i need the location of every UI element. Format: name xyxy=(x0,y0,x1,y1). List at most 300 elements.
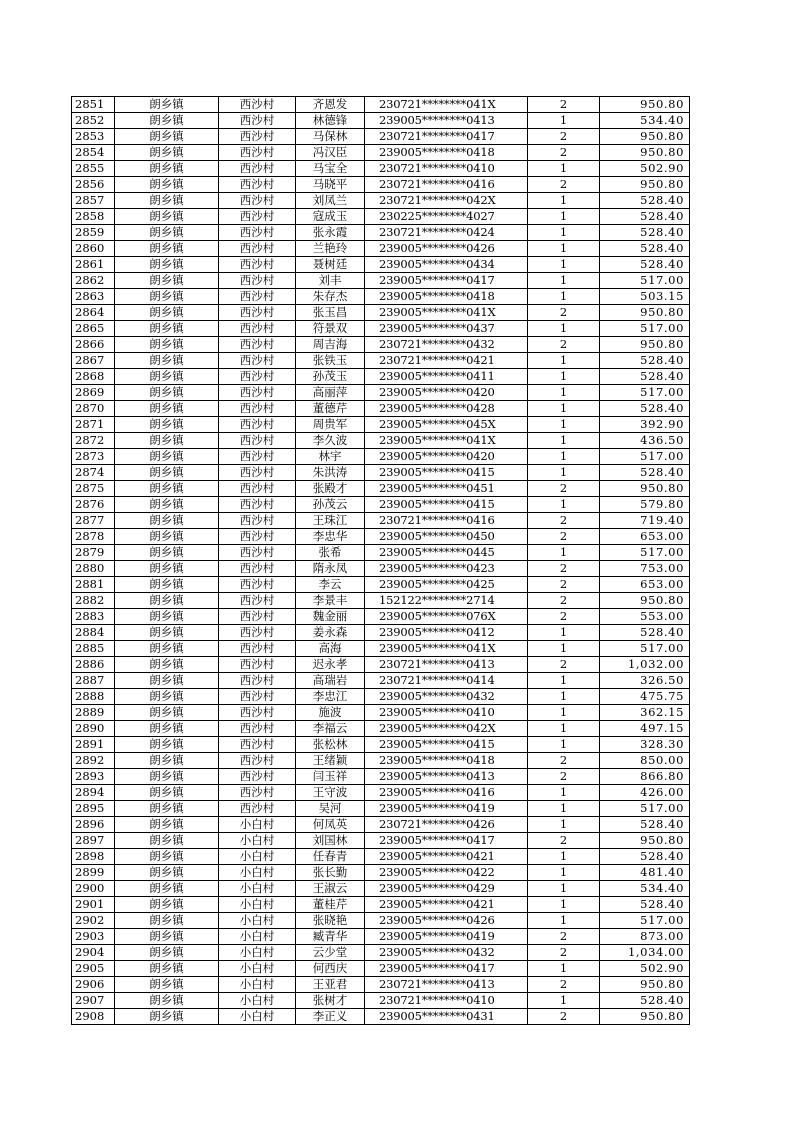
village-cell: 小白村 xyxy=(219,897,296,913)
amount-cell: 528.40 xyxy=(600,625,690,641)
id-number-cell: 239005********0412 xyxy=(365,625,528,641)
town-cell: 朗乡镇 xyxy=(115,497,219,513)
amount-cell: 534.40 xyxy=(600,113,690,129)
village-cell: 西沙村 xyxy=(219,241,296,257)
count-cell: 1 xyxy=(528,401,600,417)
table-row xyxy=(72,561,690,577)
name-cell: 王珠江 xyxy=(296,513,365,529)
amount-cell: 517.00 xyxy=(600,385,690,401)
id-number-cell: 239005********041X xyxy=(365,433,528,449)
count-cell: 1 xyxy=(528,865,600,881)
village-cell: 小白村 xyxy=(219,1009,296,1025)
count-cell: 2 xyxy=(528,753,600,769)
village-cell: 西沙村 xyxy=(219,113,296,129)
amount-cell: 534.40 xyxy=(600,881,690,897)
town-cell: 朗乡镇 xyxy=(115,161,219,177)
table-row xyxy=(72,577,690,593)
row-number-cell: 2881 xyxy=(72,577,115,593)
amount-cell: 1,034.00 xyxy=(600,945,690,961)
id-number-cell: 230721********0410 xyxy=(365,161,528,177)
row-number-cell: 2901 xyxy=(72,897,115,913)
count-cell: 1 xyxy=(528,897,600,913)
count-cell: 1 xyxy=(528,161,600,177)
count-cell: 1 xyxy=(528,113,600,129)
row-number-cell: 2903 xyxy=(72,929,115,945)
table-row xyxy=(72,849,690,865)
town-cell: 朗乡镇 xyxy=(115,977,219,993)
name-cell: 张希 xyxy=(296,545,365,561)
village-cell: 西沙村 xyxy=(219,785,296,801)
village-cell: 西沙村 xyxy=(219,145,296,161)
town-cell: 朗乡镇 xyxy=(115,209,219,225)
count-cell: 1 xyxy=(528,321,600,337)
village-cell: 西沙村 xyxy=(219,545,296,561)
count-cell: 1 xyxy=(528,801,600,817)
amount-cell: 719.40 xyxy=(600,513,690,529)
id-number-cell: 239005********0423 xyxy=(365,561,528,577)
count-cell: 1 xyxy=(528,673,600,689)
amount-cell: 436.50 xyxy=(600,433,690,449)
count-cell: 2 xyxy=(528,97,600,113)
village-cell: 西沙村 xyxy=(219,193,296,209)
name-cell: 周贵军 xyxy=(296,417,365,433)
count-cell: 1 xyxy=(528,641,600,657)
amount-cell: 502.90 xyxy=(600,961,690,977)
town-cell: 朗乡镇 xyxy=(115,833,219,849)
row-number-cell: 2905 xyxy=(72,961,115,977)
village-cell: 小白村 xyxy=(219,817,296,833)
table-row xyxy=(72,529,690,545)
id-number-cell: 230721********041X xyxy=(365,97,528,113)
table-row xyxy=(72,177,690,193)
amount-cell: 528.40 xyxy=(600,993,690,1009)
row-number-cell: 2894 xyxy=(72,785,115,801)
count-cell: 1 xyxy=(528,817,600,833)
name-cell: 张松林 xyxy=(296,737,365,753)
town-cell: 朗乡镇 xyxy=(115,945,219,961)
village-cell: 西沙村 xyxy=(219,401,296,417)
table-row xyxy=(72,433,690,449)
amount-cell: 528.40 xyxy=(600,193,690,209)
village-cell: 西沙村 xyxy=(219,257,296,273)
town-cell: 朗乡镇 xyxy=(115,657,219,673)
name-cell: 聂树廷 xyxy=(296,257,365,273)
row-number-cell: 2906 xyxy=(72,977,115,993)
amount-cell: 950.80 xyxy=(600,305,690,321)
amount-cell: 528.40 xyxy=(600,369,690,385)
id-number-cell: 239005********0420 xyxy=(365,449,528,465)
village-cell: 西沙村 xyxy=(219,625,296,641)
name-cell: 何凤英 xyxy=(296,817,365,833)
id-number-cell: 239005********0445 xyxy=(365,545,528,561)
amount-cell: 517.00 xyxy=(600,449,690,465)
row-number-cell: 2888 xyxy=(72,689,115,705)
id-number-cell: 239005********0422 xyxy=(365,865,528,881)
count-cell: 2 xyxy=(528,337,600,353)
row-number-cell: 2859 xyxy=(72,225,115,241)
name-cell: 马晓平 xyxy=(296,177,365,193)
amount-cell: 326.50 xyxy=(600,673,690,689)
row-number-cell: 2861 xyxy=(72,257,115,273)
name-cell: 张永霞 xyxy=(296,225,365,241)
table-row xyxy=(72,305,690,321)
id-number-cell: 239005********0417 xyxy=(365,833,528,849)
table-row xyxy=(72,609,690,625)
id-number-cell: 230721********0432 xyxy=(365,337,528,353)
table-row xyxy=(72,353,690,369)
count-cell: 2 xyxy=(528,833,600,849)
row-number-cell: 2878 xyxy=(72,529,115,545)
row-number-cell: 2876 xyxy=(72,497,115,513)
amount-cell: 528.40 xyxy=(600,209,690,225)
village-cell: 西沙村 xyxy=(219,497,296,513)
town-cell: 朗乡镇 xyxy=(115,705,219,721)
table-row xyxy=(72,881,690,897)
name-cell: 李久波 xyxy=(296,433,365,449)
name-cell: 齐恩发 xyxy=(296,97,365,113)
town-cell: 朗乡镇 xyxy=(115,721,219,737)
table-row xyxy=(72,337,690,353)
row-number-cell: 2851 xyxy=(72,97,115,113)
row-number-cell: 2891 xyxy=(72,737,115,753)
village-cell: 西沙村 xyxy=(219,289,296,305)
table-row xyxy=(72,417,690,433)
village-cell: 西沙村 xyxy=(219,721,296,737)
village-cell: 西沙村 xyxy=(219,705,296,721)
town-cell: 朗乡镇 xyxy=(115,593,219,609)
id-number-cell: 239005********0418 xyxy=(365,145,528,161)
town-cell: 朗乡镇 xyxy=(115,145,219,161)
town-cell: 朗乡镇 xyxy=(115,289,219,305)
id-number-cell: 239005********0434 xyxy=(365,257,528,273)
count-cell: 1 xyxy=(528,241,600,257)
table-row xyxy=(72,497,690,513)
id-number-cell: 239005********0418 xyxy=(365,289,528,305)
count-cell: 2 xyxy=(528,129,600,145)
town-cell: 朗乡镇 xyxy=(115,801,219,817)
amount-cell: 950.80 xyxy=(600,97,690,113)
name-cell: 林宇 xyxy=(296,449,365,465)
count-cell: 2 xyxy=(528,529,600,545)
id-number-cell: 239005********0437 xyxy=(365,321,528,337)
count-cell: 1 xyxy=(528,993,600,1009)
town-cell: 朗乡镇 xyxy=(115,401,219,417)
row-number-cell: 2866 xyxy=(72,337,115,353)
town-cell: 朗乡镇 xyxy=(115,337,219,353)
count-cell: 2 xyxy=(528,609,600,625)
name-cell: 姜永森 xyxy=(296,625,365,641)
id-number-cell: 239005********0415 xyxy=(365,465,528,481)
village-cell: 西沙村 xyxy=(219,337,296,353)
id-number-cell: 239005********0417 xyxy=(365,273,528,289)
amount-cell: 517.00 xyxy=(600,321,690,337)
name-cell: 寇成玉 xyxy=(296,209,365,225)
count-cell: 1 xyxy=(528,353,600,369)
name-cell: 董桂芹 xyxy=(296,897,365,913)
count-cell: 2 xyxy=(528,769,600,785)
amount-cell: 528.40 xyxy=(600,849,690,865)
amount-cell: 866.80 xyxy=(600,769,690,785)
id-number-cell: 239005********0421 xyxy=(365,849,528,865)
table-row xyxy=(72,321,690,337)
village-cell: 小白村 xyxy=(219,881,296,897)
table-row xyxy=(72,97,690,113)
town-cell: 朗乡镇 xyxy=(115,897,219,913)
row-number-cell: 2868 xyxy=(72,369,115,385)
name-cell: 张长勤 xyxy=(296,865,365,881)
name-cell: 李云 xyxy=(296,577,365,593)
village-cell: 小白村 xyxy=(219,865,296,881)
id-number-cell: 230721********0413 xyxy=(365,977,528,993)
town-cell: 朗乡镇 xyxy=(115,753,219,769)
name-cell: 朱存杰 xyxy=(296,289,365,305)
row-number-cell: 2869 xyxy=(72,385,115,401)
count-cell: 2 xyxy=(528,945,600,961)
row-number-cell: 2883 xyxy=(72,609,115,625)
town-cell: 朗乡镇 xyxy=(115,369,219,385)
name-cell: 符景双 xyxy=(296,321,365,337)
village-cell: 西沙村 xyxy=(219,273,296,289)
row-number-cell: 2870 xyxy=(72,401,115,417)
name-cell: 张铁玉 xyxy=(296,353,365,369)
row-number-cell: 2867 xyxy=(72,353,115,369)
table-row xyxy=(72,369,690,385)
row-number-cell: 2882 xyxy=(72,593,115,609)
village-cell: 西沙村 xyxy=(219,161,296,177)
village-cell: 西沙村 xyxy=(219,433,296,449)
id-number-cell: 239005********0431 xyxy=(365,1009,528,1025)
table-row xyxy=(72,913,690,929)
count-cell: 1 xyxy=(528,465,600,481)
row-number-cell: 2890 xyxy=(72,721,115,737)
amount-cell: 528.40 xyxy=(600,353,690,369)
village-cell: 西沙村 xyxy=(219,689,296,705)
name-cell: 冯汉臣 xyxy=(296,145,365,161)
table-body xyxy=(72,97,690,1025)
table-row xyxy=(72,161,690,177)
village-cell: 西沙村 xyxy=(219,641,296,657)
name-cell: 高海 xyxy=(296,641,365,657)
name-cell: 孙茂云 xyxy=(296,497,365,513)
town-cell: 朗乡镇 xyxy=(115,961,219,977)
town-cell: 朗乡镇 xyxy=(115,737,219,753)
village-cell: 西沙村 xyxy=(219,801,296,817)
name-cell: 闫玉祥 xyxy=(296,769,365,785)
table-row xyxy=(72,113,690,129)
amount-cell: 481.40 xyxy=(600,865,690,881)
count-cell: 1 xyxy=(528,193,600,209)
village-cell: 西沙村 xyxy=(219,97,296,113)
name-cell: 吴河 xyxy=(296,801,365,817)
id-number-cell: 239005********042X xyxy=(365,721,528,737)
village-cell: 西沙村 xyxy=(219,385,296,401)
town-cell: 朗乡镇 xyxy=(115,321,219,337)
row-number-cell: 2889 xyxy=(72,705,115,721)
town-cell: 朗乡镇 xyxy=(115,577,219,593)
id-number-cell: 230721********0424 xyxy=(365,225,528,241)
town-cell: 朗乡镇 xyxy=(115,177,219,193)
name-cell: 何西庆 xyxy=(296,961,365,977)
row-number-cell: 2879 xyxy=(72,545,115,561)
table-row xyxy=(72,993,690,1009)
name-cell: 董德芹 xyxy=(296,401,365,417)
id-number-cell: 230721********042X xyxy=(365,193,528,209)
amount-cell: 528.40 xyxy=(600,465,690,481)
amount-cell: 553.00 xyxy=(600,609,690,625)
row-number-cell: 2893 xyxy=(72,769,115,785)
name-cell: 王淑云 xyxy=(296,881,365,897)
town-cell: 朗乡镇 xyxy=(115,1009,219,1025)
town-cell: 朗乡镇 xyxy=(115,113,219,129)
count-cell: 2 xyxy=(528,977,600,993)
name-cell: 王亚君 xyxy=(296,977,365,993)
town-cell: 朗乡镇 xyxy=(115,433,219,449)
id-number-cell: 230721********0410 xyxy=(365,993,528,1009)
count-cell: 1 xyxy=(528,289,600,305)
row-number-cell: 2897 xyxy=(72,833,115,849)
town-cell: 朗乡镇 xyxy=(115,417,219,433)
town-cell: 朗乡镇 xyxy=(115,193,219,209)
count-cell: 1 xyxy=(528,209,600,225)
village-cell: 西沙村 xyxy=(219,673,296,689)
town-cell: 朗乡镇 xyxy=(115,385,219,401)
amount-cell: 502.90 xyxy=(600,161,690,177)
name-cell: 高丽萍 xyxy=(296,385,365,401)
id-number-cell: 239005********045X xyxy=(365,417,528,433)
id-number-cell: 239005********076X xyxy=(365,609,528,625)
id-number-cell: 239005********0426 xyxy=(365,241,528,257)
amount-cell: 1,032.00 xyxy=(600,657,690,673)
row-number-cell: 2873 xyxy=(72,449,115,465)
town-cell: 朗乡镇 xyxy=(115,513,219,529)
row-number-cell: 2872 xyxy=(72,433,115,449)
row-number-cell: 2904 xyxy=(72,945,115,961)
count-cell: 2 xyxy=(528,513,600,529)
row-number-cell: 2895 xyxy=(72,801,115,817)
row-number-cell: 2900 xyxy=(72,881,115,897)
table-row xyxy=(72,593,690,609)
id-number-cell: 239005********0416 xyxy=(365,785,528,801)
village-cell: 小白村 xyxy=(219,977,296,993)
town-cell: 朗乡镇 xyxy=(115,993,219,1009)
amount-cell: 579.80 xyxy=(600,497,690,513)
id-number-cell: 239005********0420 xyxy=(365,385,528,401)
amount-cell: 950.80 xyxy=(600,481,690,497)
count-cell: 1 xyxy=(528,913,600,929)
amount-cell: 517.00 xyxy=(600,913,690,929)
row-number-cell: 2880 xyxy=(72,561,115,577)
amount-cell: 528.40 xyxy=(600,257,690,273)
town-cell: 朗乡镇 xyxy=(115,529,219,545)
row-number-cell: 2862 xyxy=(72,273,115,289)
amount-cell: 392.90 xyxy=(600,417,690,433)
id-number-cell: 239005********0421 xyxy=(365,897,528,913)
town-cell: 朗乡镇 xyxy=(115,817,219,833)
name-cell: 马宝全 xyxy=(296,161,365,177)
count-cell: 1 xyxy=(528,225,600,241)
id-number-cell: 239005********0419 xyxy=(365,929,528,945)
row-number-cell: 2874 xyxy=(72,465,115,481)
amount-cell: 873.00 xyxy=(600,929,690,945)
table-row xyxy=(72,977,690,993)
row-number-cell: 2908 xyxy=(72,1009,115,1025)
town-cell: 朗乡镇 xyxy=(115,849,219,865)
amount-cell: 528.40 xyxy=(600,225,690,241)
id-number-cell: 239005********0410 xyxy=(365,705,528,721)
town-cell: 朗乡镇 xyxy=(115,625,219,641)
name-cell: 臧青华 xyxy=(296,929,365,945)
table-row xyxy=(72,145,690,161)
amount-cell: 528.40 xyxy=(600,897,690,913)
table-row xyxy=(72,689,690,705)
table-row xyxy=(72,721,690,737)
count-cell: 1 xyxy=(528,257,600,273)
amount-cell: 517.00 xyxy=(600,641,690,657)
count-cell: 2 xyxy=(528,657,600,673)
row-number-cell: 2860 xyxy=(72,241,115,257)
amount-cell: 950.80 xyxy=(600,145,690,161)
village-cell: 西沙村 xyxy=(219,449,296,465)
village-cell: 西沙村 xyxy=(219,481,296,497)
row-number-cell: 2887 xyxy=(72,673,115,689)
name-cell: 李正义 xyxy=(296,1009,365,1025)
name-cell: 朱洪涛 xyxy=(296,465,365,481)
table-row xyxy=(72,705,690,721)
row-number-cell: 2898 xyxy=(72,849,115,865)
town-cell: 朗乡镇 xyxy=(115,545,219,561)
amount-cell: 850.00 xyxy=(600,753,690,769)
town-cell: 朗乡镇 xyxy=(115,673,219,689)
town-cell: 朗乡镇 xyxy=(115,465,219,481)
row-number-cell: 2899 xyxy=(72,865,115,881)
id-number-cell: 230225********4027 xyxy=(365,209,528,225)
id-number-cell: 239005********041X xyxy=(365,641,528,657)
name-cell: 刘凤兰 xyxy=(296,193,365,209)
amount-cell: 950.80 xyxy=(600,129,690,145)
town-cell: 朗乡镇 xyxy=(115,913,219,929)
table-row xyxy=(72,753,690,769)
row-number-cell: 2856 xyxy=(72,177,115,193)
row-number-cell: 2852 xyxy=(72,113,115,129)
table-row xyxy=(72,241,690,257)
id-number-cell: 230721********0417 xyxy=(365,129,528,145)
amount-cell: 950.80 xyxy=(600,593,690,609)
village-cell: 小白村 xyxy=(219,929,296,945)
table-row xyxy=(72,737,690,753)
village-cell: 西沙村 xyxy=(219,753,296,769)
table-row xyxy=(72,385,690,401)
id-number-cell: 230721********0416 xyxy=(365,177,528,193)
amount-cell: 475.75 xyxy=(600,689,690,705)
count-cell: 1 xyxy=(528,705,600,721)
town-cell: 朗乡镇 xyxy=(115,449,219,465)
amount-cell: 362.15 xyxy=(600,705,690,721)
count-cell: 1 xyxy=(528,721,600,737)
count-cell: 1 xyxy=(528,369,600,385)
count-cell: 1 xyxy=(528,785,600,801)
row-number-cell: 2853 xyxy=(72,129,115,145)
id-number-cell: 230721********0414 xyxy=(365,673,528,689)
table-row xyxy=(72,929,690,945)
table-row xyxy=(72,961,690,977)
row-number-cell: 2865 xyxy=(72,321,115,337)
row-number-cell: 2886 xyxy=(72,657,115,673)
table-row xyxy=(72,865,690,881)
name-cell: 兰艳玲 xyxy=(296,241,365,257)
id-number-cell: 239005********0429 xyxy=(365,881,528,897)
village-cell: 小白村 xyxy=(219,833,296,849)
count-cell: 1 xyxy=(528,449,600,465)
